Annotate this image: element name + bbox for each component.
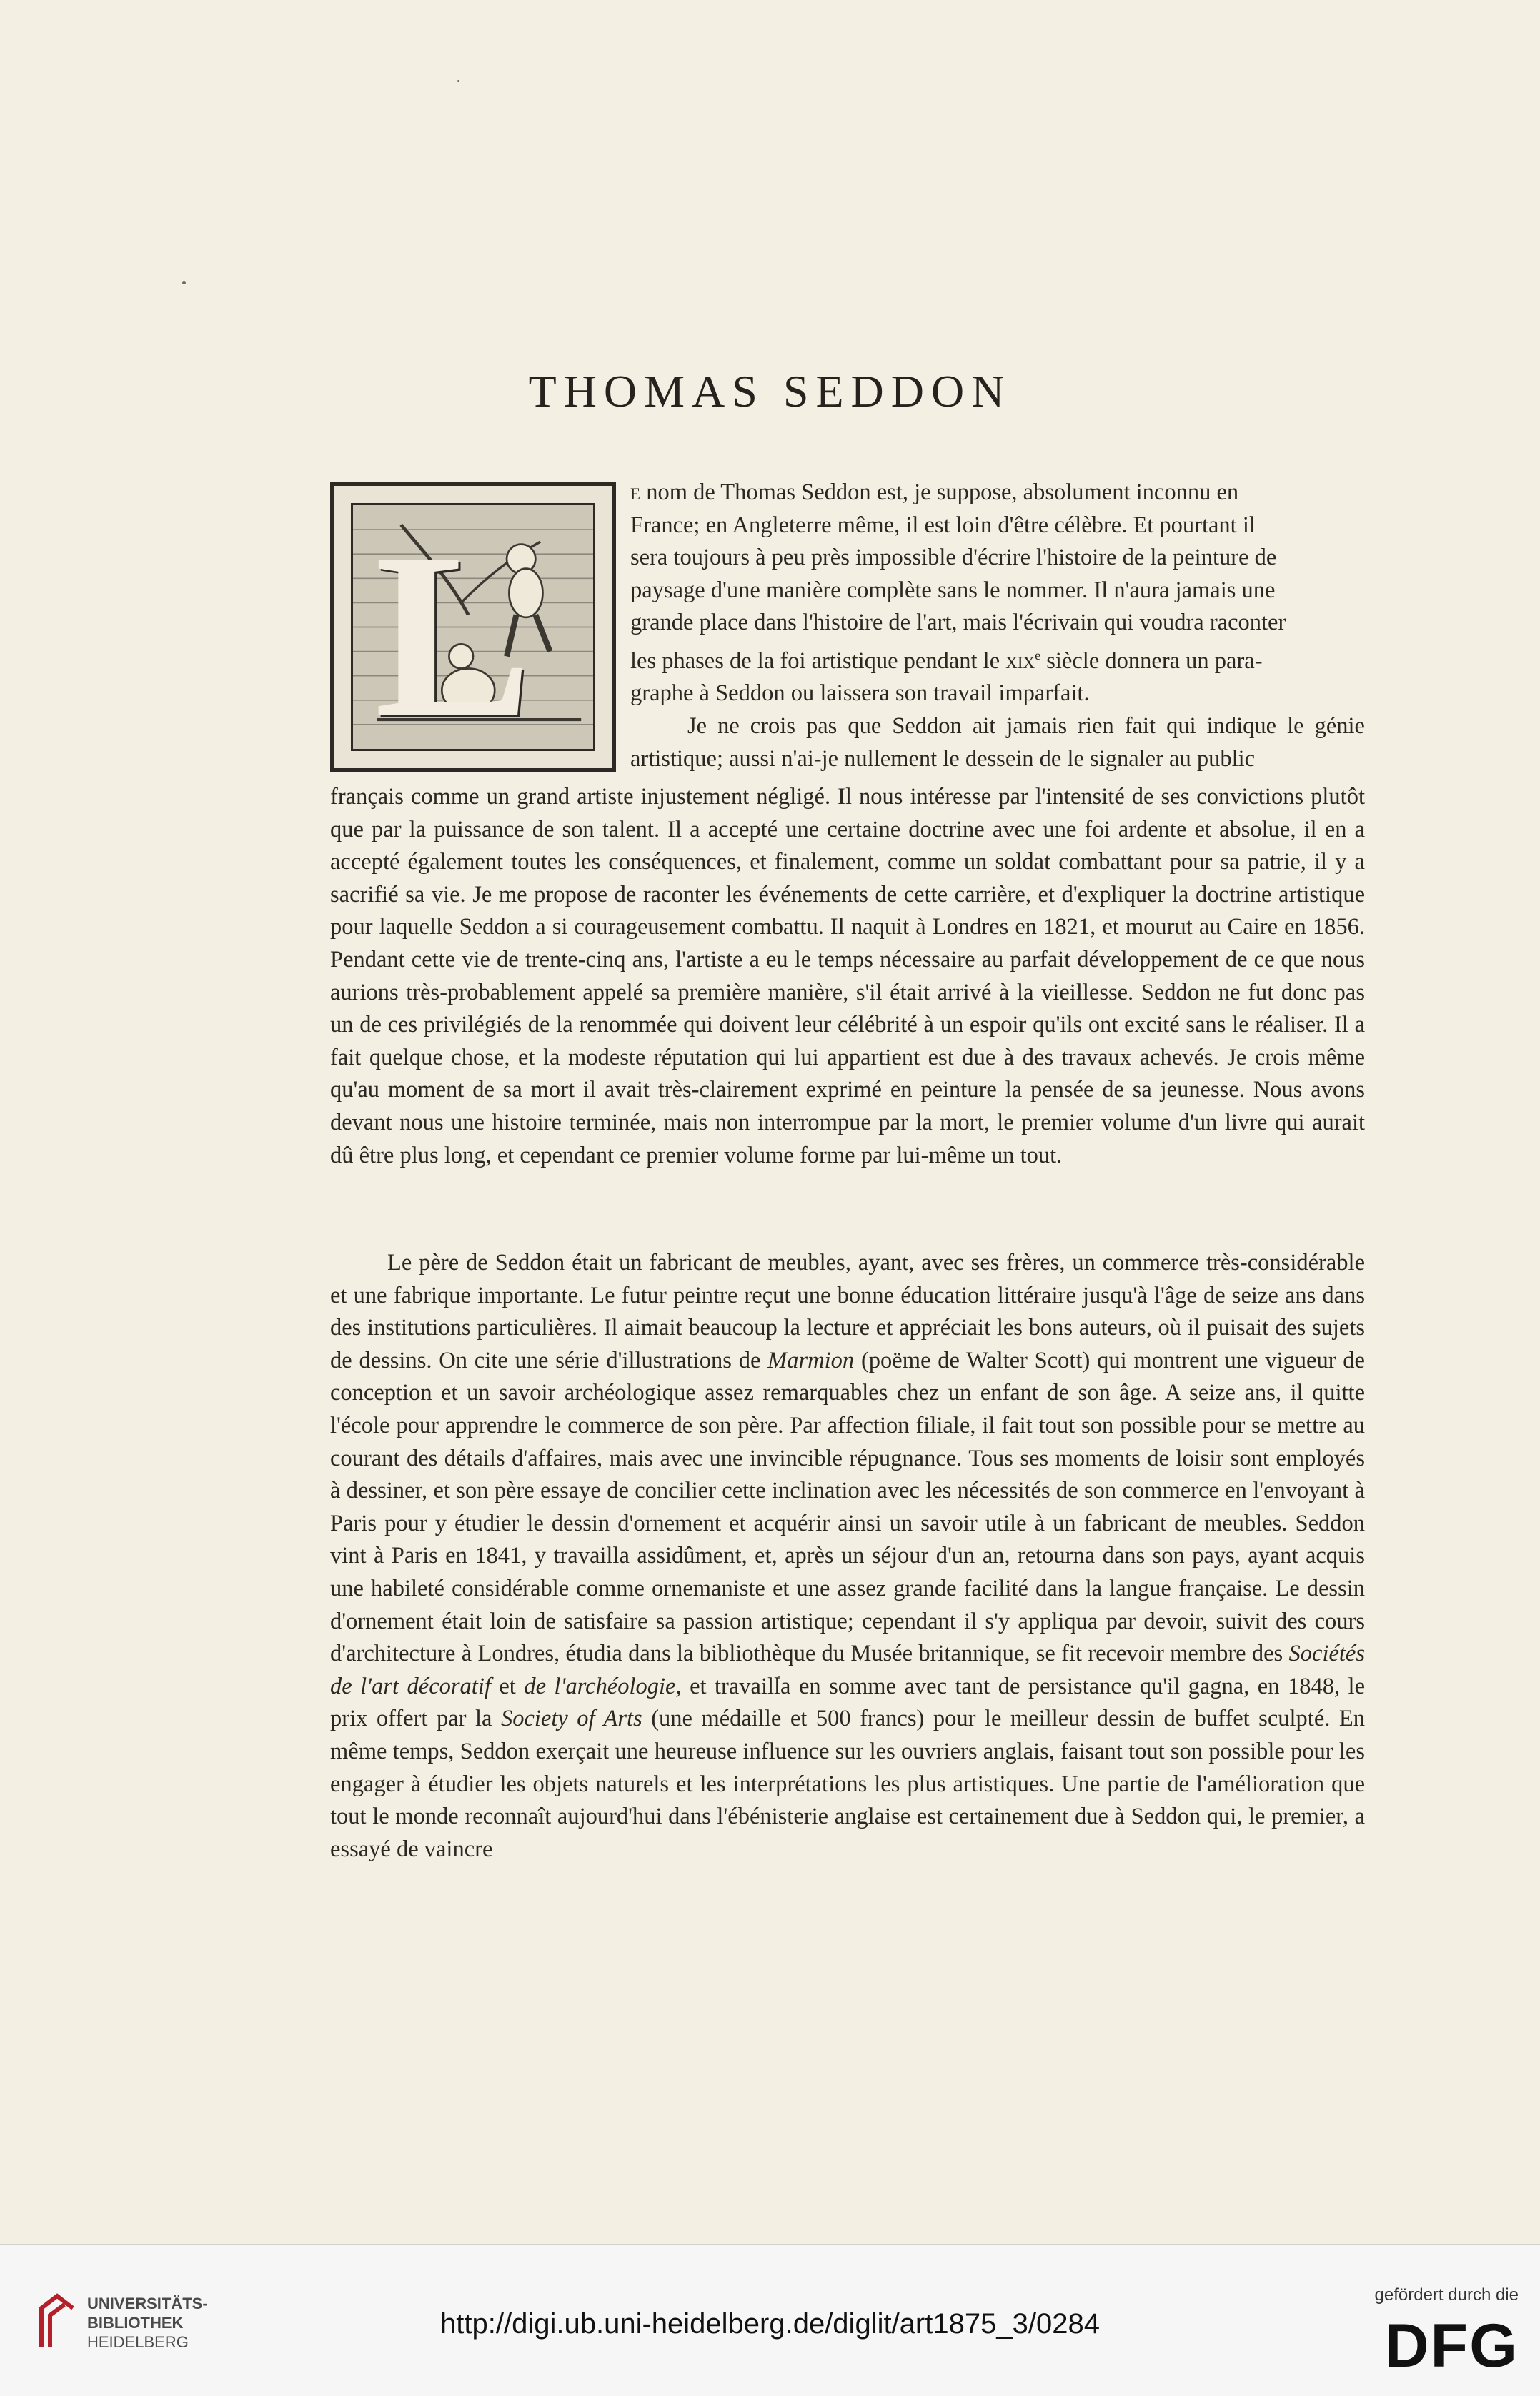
text-line: graphe à Seddon ou laissera son travail imparfait. [630,680,1090,707]
dfg-logo: DFG [1384,2312,1519,2380]
text-line: les phases de la foi artistique pendant le xix$^e$ siècle donnera un para- [630,647,1263,674]
article-title: THOMAS SEDDON [528,365,1012,417]
scan-speck [182,281,186,284]
paragraph-three: Le père de Seddon était un fabricant de meubles, ayant, avec ses frères, un commerce très-considérable et une fabrique importante. Le futur peintre reçut une bonne éducation littéraire jusqu'à l'âge de seize ans dans des institutions particulières. Il aimait beaucoup la lecture et appréciait les bons auteurs, où il puisait des sujets de dessins. On cite une série d'illustrations de Marmion (poëme de Walter Scott) qui montrent une vigueur de conception et un savoir archéologique assez remarquables chez un enfant de son âge. A seize ans, il quitte l'école pour apprendre le commerce de son père. Par affection filiale, il fait tout son possible pour se mettre au courant des détails d'affaires, mais avec une invincible répugnance. Tous ses moments de loisir sont employés à dessiner, et son père essaye de concilier cette inclination avec les nécessités de son commerce en l'envoyant à Paris pour y étudier le dessin d'ornement et acquérir ainsi un savoir utile à un fabricant de meubles. Seddon vint à Paris en 1841, y travailla assidûment, et, après un séjour d'un an, retourna dans son pays, ayant acquis une habileté considérable comme ornemaniste et une assez grande facilité dans la langue française. Le dessin d'ornement était loin de satisfaire sa passion artistique; cependant il s'y appliqua par devoir, suivit des cours d'architecture à Londres, étudia dans la bibliothèque du Musée britannique, se fit recevoir membre des Sociétés de l'art décoratif et de l'archéologie, et travailla en somme avec tant de persistance qu'il gagna, en 1848, le prix offert par la Society of Arts (une médaille et 500 francs) pour le meilleur dessin de buffet sculpté. En même temps, Seddon exerçait une heureuse influence sur les ouvriers anglais, faisant tout son possible pour les engager à étudier les objets naturels et les interprétations les plus artistiques. Une partie de l'amélioration que tout le monde reconnaît aujourd'hui dans l'ébénisterie anglaise est certainement due à Seddon qui, le premier, a essayé de vaincre [330,1250,1365,1862]
library-name: UNIVERSITÄTS- BIBLIOTHEK HEIDELBERG [87,2295,208,2351]
ornamental-initial [330,482,616,772]
text-line: France; en Angleterre même, il est loin d'être célèbre. Et pourtant il [630,512,1256,538]
text-line: sera toujours à peu près impossible d'écrire l'histoire de la peinture de [630,545,1277,571]
title-marmion: Marmion [767,1347,855,1373]
funding-note: gefördert durch die [1374,2285,1519,2305]
scan-speck [457,80,459,82]
societe-name: Sociétés de l'art décoratif [330,1641,1365,1699]
paragraph-two: français comme un grand artiste injustement négligé. Il nous intéresse par l'intensité de ses convictions plutôt que par la puissance de son talent. Il a accepté une certaine doctrine avec une foi ardente et absolue, il en a accepté également toutes les conséquences, et finalement, comme un soldat combattant pour sa patrie, il y a sacrifié sa vie. Je me propose de raconter les événements de cette carrière, et d'expliquer la doctrine artistique pour laquelle Seddon a si courageusement combattu. Il naquit à Londres en 1821, et mourut au Caire en 1856. Pendant cette vie de trente-cinq ans, l'artiste a eu le temps nécessaire au parfait développement de ce que nous aurions très-probablement appelé sa première manière, s'il était arrivé à la vieillesse. Seddon ne fut donc pas un de ces privilégiés de la renommée qui doivent leur célébrité à un espoir qu'ils ont excité sans le réaliser. Il a fait quelque chose, et la modeste réputation qui lui appartient est due à des travaux achevés. Je crois même qu'au moment de sa mort il avait très-clairement exprimé en peinture la pensée de sa jeunesse. Nous avons devant nous une histoire terminée, mais non interrompue par la mort, le premier volume d'un livre qui aurait dû être plus long, et cependant ce premier volume forme par lui-même un tout. [330,784,1365,1168]
permalink-url[interactable]: http://digi.ub.uni-heidelberg.de/diglit/art1875_3/0284 [440,2308,1100,2340]
opening-small-caps: e [630,479,641,505]
societe-name: de l'archéologie, [524,1673,682,1699]
opening-paragraph [630,477,1365,775]
paragraph-two-start: Je ne crois pas que Seddon ait jamais rien fait qui indique le génie artistique; aussi n'ai-je nullement le dessein de le signaler au public [630,712,1365,772]
drop-cap-letter: L [374,505,532,766]
text-line: paysage d'une manière complète sans le nommer. Il n'aura jamais une [630,577,1276,603]
society-of-arts: Society of Arts [500,1706,642,1732]
text-line: nom de Thomas Seddon est, je suppose, absolument inconnu en [640,479,1239,505]
century-numeral: xix [1005,647,1035,674]
text-line: grande place dans l'histoire de l'art, mais l'écrivain qui voudra raconter [630,610,1286,636]
